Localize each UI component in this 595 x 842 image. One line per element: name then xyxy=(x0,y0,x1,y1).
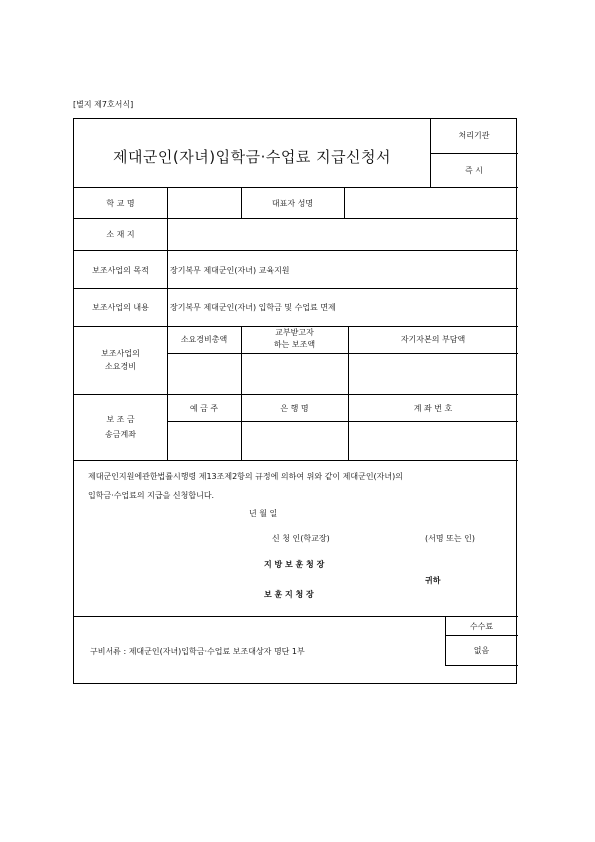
cost-label xyxy=(74,347,167,373)
applicant-label: 신 청 인(학교장) xyxy=(272,534,330,543)
account-label-line2: 송금계좌 xyxy=(105,430,136,439)
form-title: 제대군인(자녀)입학금·수업료 지급신청서 xyxy=(112,148,392,166)
subsidy-label-line1: 교부받고자 xyxy=(275,328,314,337)
divider xyxy=(74,460,518,461)
agency-value: 즉 시 xyxy=(465,166,483,175)
statement-line1: 제대군인지원에관한법률시행령 제13조제2항의 규정에 의하여 위와 같이 제대군인(자녀)의 xyxy=(88,472,403,481)
recipient-branch: 보 훈 지 청 장 xyxy=(264,590,314,599)
content-label: 보조사업의 내용 xyxy=(92,303,149,312)
sign-note: (서명 또는 인) xyxy=(425,534,475,543)
agency-header: 처리기관 xyxy=(458,131,490,140)
divider xyxy=(74,250,518,251)
recipient-regional: 지 방 보 훈 청 장 xyxy=(264,560,325,569)
statement xyxy=(88,467,403,505)
divider xyxy=(74,616,518,617)
application-form xyxy=(73,118,517,684)
statement-line2: 입학금·수업료의 지급을 신청합니다. xyxy=(88,491,215,500)
fee-value: 없음 xyxy=(473,646,490,655)
required-documents: 구비서류 : 제대군인(자녀)입학금·수업료 보조대상자 명단 1부 xyxy=(90,647,305,656)
divider xyxy=(74,187,518,188)
divider xyxy=(74,218,518,219)
purpose-label: 보조사업의 목적 xyxy=(92,266,149,275)
divider xyxy=(74,288,518,289)
honorific: 귀하 xyxy=(425,576,441,585)
date-line: 년 월 일 xyxy=(249,509,278,518)
bank-label: 은 행 명 xyxy=(280,404,309,413)
account-number-label: 계 좌 번 호 xyxy=(413,404,453,413)
divider xyxy=(74,394,518,395)
content-value: 장기복무 제대군인(자녀) 입학금 및 수업료 면제 xyxy=(170,303,336,312)
divider xyxy=(445,635,518,636)
location-label: 소 재 지 xyxy=(106,230,135,239)
account-label xyxy=(74,412,167,442)
divider xyxy=(430,153,518,154)
divider xyxy=(445,665,518,666)
divider xyxy=(348,326,349,460)
representative-label: 대표자 성명 xyxy=(271,199,314,208)
form-number: [별지 제7호서식] xyxy=(73,100,134,109)
school-name-label: 학 교 명 xyxy=(106,199,135,208)
subsidy-label-line2: 하는 보조액 xyxy=(273,340,316,349)
cost-label-line1: 보조사업의 xyxy=(101,349,140,358)
subsidy-label xyxy=(241,327,348,351)
divider xyxy=(167,421,518,422)
purpose-value: 장기복무 제대군인(자녀) 교육지원 xyxy=(170,266,290,275)
divider xyxy=(344,187,345,218)
fee-header: 수수료 xyxy=(469,622,494,631)
account-label-line1: 보 조 금 xyxy=(106,415,135,424)
cost-total-label: 소요경비총액 xyxy=(180,335,228,344)
depositor-label: 예 금 주 xyxy=(189,404,219,413)
self-burden-label: 자기자본의 부담액 xyxy=(400,335,466,344)
divider xyxy=(167,353,518,354)
cost-label-line2: 소요경비 xyxy=(105,362,136,371)
